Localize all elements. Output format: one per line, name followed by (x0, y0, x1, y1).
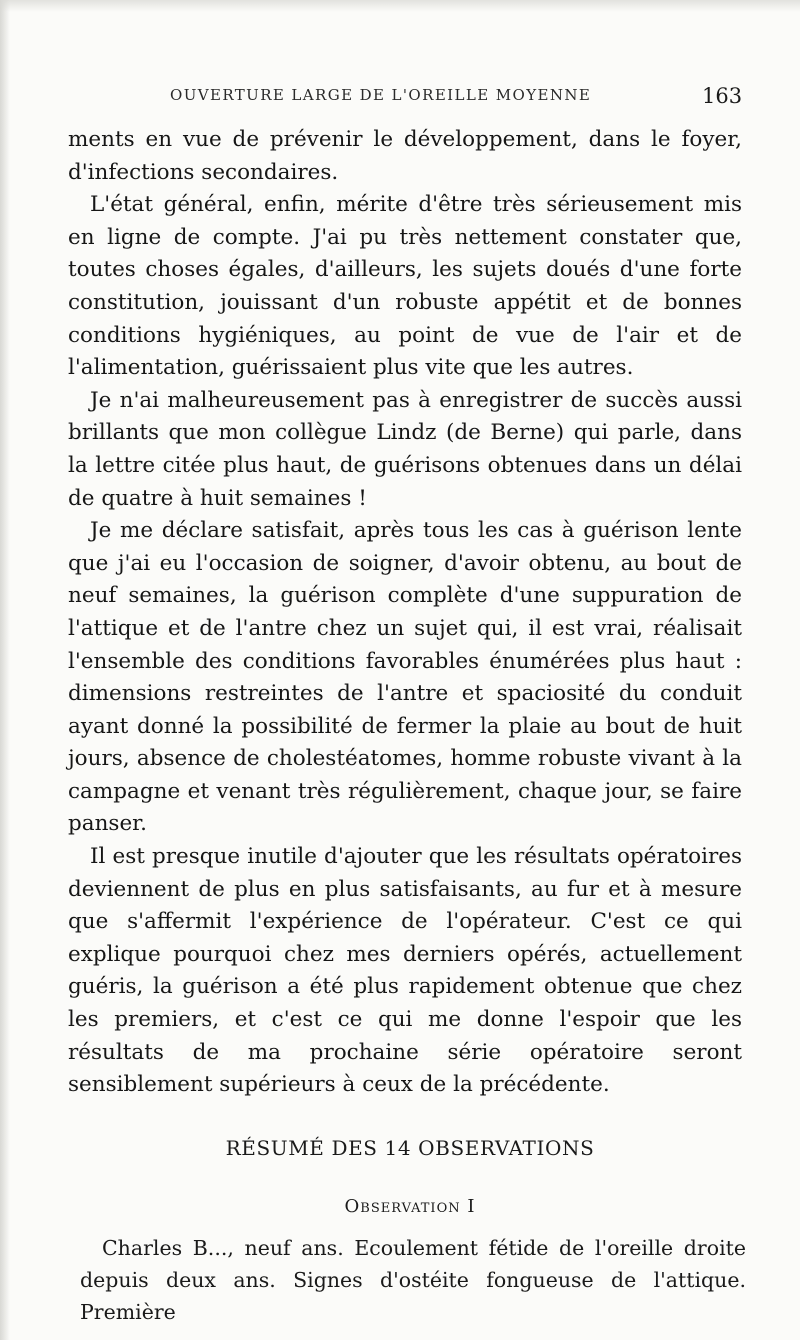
paragraph: Je n'ai malheureusement pas à enregistrer de succès aussi brillants que mon collègue Lindz (de Berne) qui parle, dans la lettre citée plus haut, de guérisons obtenues dans un délai de quatre à huit semaines ! (68, 387, 742, 511)
observation-text (80, 1232, 746, 1328)
paragraph: Je me déclare satisfait, après tous les cas à guérison lente que j'ai eu l'occasion de soigner, d'avoir obtenu, au bout de neuf semaines, la guérison complète d'une suppuration de l'attique et de l'antre chez un sujet qui, il est vrai, réalisait l'ensemble des conditions favorables énumérées plus haut : dimensions restreintes de l'antre et spaciosité du conduit ayant donné la possibilité de fermer la plaie au bout de huit jours, absence de cholestéatomes, homme robuste vivant à la campagne et venant très régulièrement, chaque jour, se faire panser. (68, 518, 742, 837)
paragraph: L'état général, enfin, mérite d'être très sérieusement mis en ligne de compte. J'ai pu très nettement constater que, toutes choses égales, d'ailleurs, les sujets doués d'une forte constitution, jouissant d'un robuste appétit et de bonnes conditions hygiéniques, au point de vue de l'air et de l'alimentation, guérissaient plus vite que les autres. (68, 192, 742, 381)
section-heading: RÉSUMÉ DES 14 OBSERVATIONS (225, 1136, 595, 1160)
observation-heading: Observation I (344, 1196, 476, 1217)
page-top-shadow (0, 0, 800, 12)
paragraph-continued: ments en vue de prévenir le développement, dans le foyer, d'infections secondaires. (68, 127, 742, 185)
running-title: OUVERTURE LARGE DE L'OREILLE MOYENNE (170, 86, 592, 104)
page-number: 163 (702, 84, 743, 108)
body-text (68, 124, 742, 1102)
observation-paragraph: Charles B..., neuf ans. Ecoulement fétide de l'oreille droite depuis deux ans. Signes d'ostéite fongueuse de l'attique. Première (80, 1236, 746, 1324)
paragraph: Il est presque inutile d'ajouter que les résultats opératoires deviennent de plus en plus satisfaisants, au fur et à mesure que s'affermit l'expérience de l'opérateur. C'est ce qui explique pourquoi chez mes derniers opérés, actuellement guéris, la guérison a été plus rapidement obtenue que chez les premiers, et c'est ce qui me donne l'espoir que les résultats de ma prochaine série opératoire seront sensiblement supérieurs à ceux de la précédente. (68, 844, 742, 1098)
